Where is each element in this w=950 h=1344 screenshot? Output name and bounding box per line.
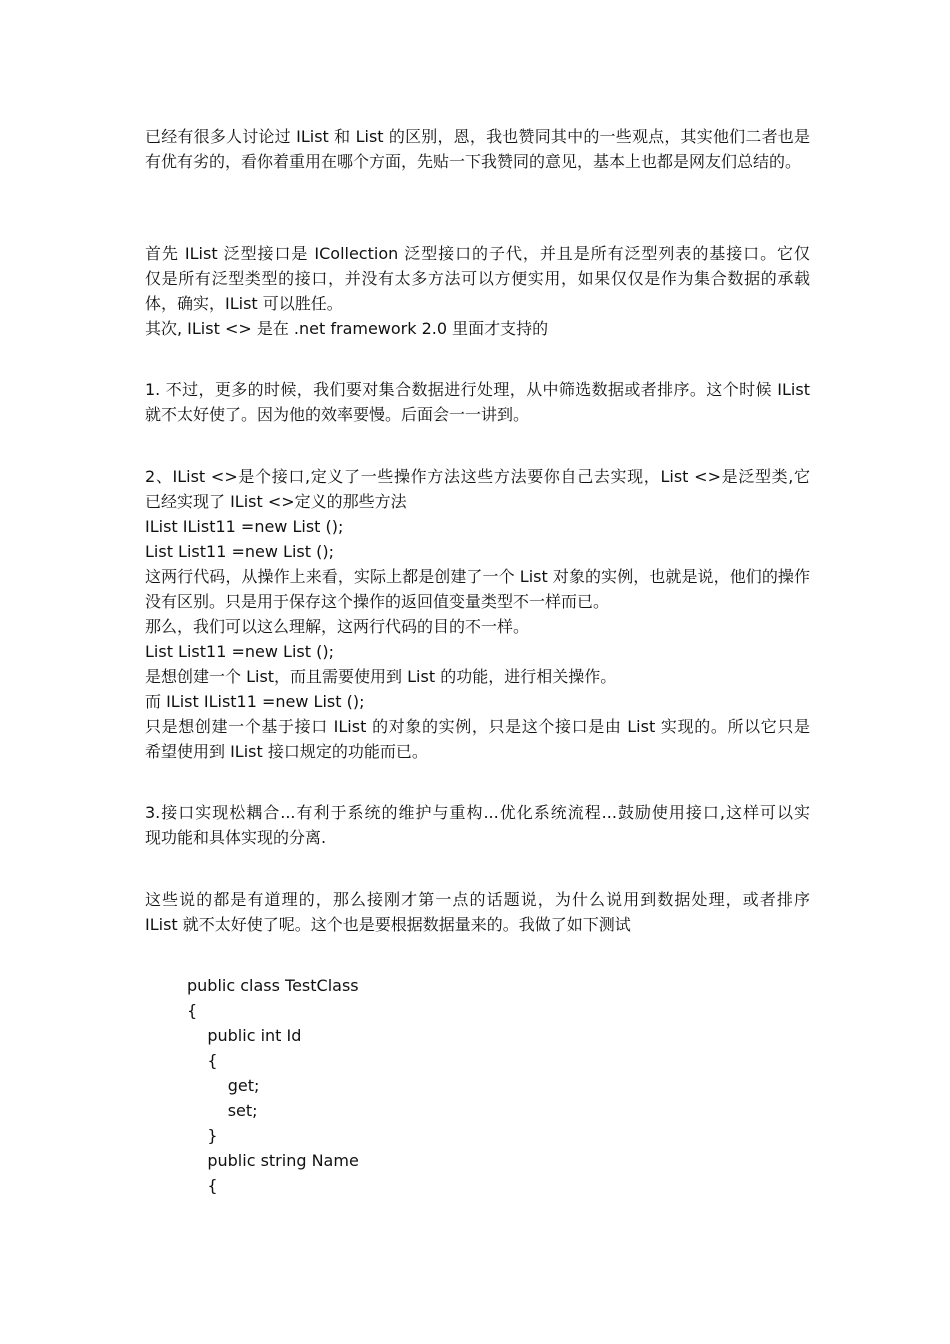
code-line: { <box>187 1051 218 1070</box>
text-line: 那么，我们可以这么理解，这两行代码的目的不一样。 <box>145 617 530 636</box>
text-line: 3.接口实现松耦合...有利于系统的维护与重构...优化系统流程...鼓励使用接口,这样可以实 <box>145 803 810 822</box>
test-intro-paragraph <box>145 887 810 937</box>
intro-paragraph <box>145 124 810 174</box>
code-line: } <box>187 1126 218 1145</box>
text-line: 这些说的都是有道理的，那么接刚才第一点的话题说，为什么说用到数据处理，或者排序 <box>145 890 810 909</box>
text-line: 而 IList IList11 =new List (); <box>145 692 365 711</box>
text-line: 现功能和具体实现的分离. <box>145 828 327 847</box>
code-line: { <box>187 1176 218 1195</box>
code-line: public string Name <box>187 1151 359 1170</box>
text-line: 就不太好使了。因为他的效率要慢。后面会一一讲到。 <box>145 405 530 424</box>
text-line: 仅是所有泛型类型的接口，并没有太多方法可以方便实用，如果仅仅是作为集合数据的承载 <box>145 269 810 288</box>
text-line: 希望使用到 IList 接口规定的功能而已。 <box>145 742 428 761</box>
text-line: 只是想创建一个基于接口 IList 的对象的实例，只是这个接口是由 List 实现的。所以它只是 <box>145 717 810 736</box>
code-line: IList IList11 =new List (); <box>145 517 344 536</box>
code-line: { <box>187 1001 198 1020</box>
point-1-paragraph <box>145 377 810 427</box>
code-line: public class TestClass <box>187 976 359 995</box>
point-2-paragraph <box>145 464 810 764</box>
text-line: IList 就不太好使了呢。这个也是要根据数据量来的。我做了如下测试 <box>145 915 631 934</box>
text-line: 2、IList <>是个接口,定义了一些操作方法这些方法要你自己去实现，List <>是泛型类,它 <box>145 467 810 486</box>
code-line: List List11 =new List (); <box>145 642 334 661</box>
code-block <box>187 973 359 1198</box>
code-line: get; <box>187 1076 260 1095</box>
text-line: 是想创建一个 List，而且需要使用到 List 的功能，进行相关操作。 <box>145 667 617 686</box>
first-paragraph <box>145 241 810 341</box>
text-line: 1. 不过，更多的时候，我们要对集合数据进行处理，从中筛选数据或者排序。这个时候 IList <box>145 380 810 399</box>
text-line: 有优有劣的，看你着重用在哪个方面，先贴一下我赞同的意见，基本上也都是网友们总结的。 <box>145 152 802 171</box>
text-line: 首先 IList 泛型接口是 ICollection 泛型接口的子代，并且是所有泛型列表的基接口。它仅 <box>145 244 810 263</box>
text-line: 已经有很多人讨论过 IList 和 List 的区别，恩，我也赞同其中的一些观点，其实他们二者也是 <box>145 127 810 146</box>
text-line: 已经实现了 IList <>定义的那些方法 <box>145 492 407 511</box>
text-line: 体，确实，IList 可以胜任。 <box>145 294 343 313</box>
text-line: 这两行代码，从操作上来看，实际上都是创建了一个 List 对象的实例，也就是说，他们的操作 <box>145 567 810 586</box>
text-line: 其次, IList <> 是在 .net framework 2.0 里面才支持的 <box>145 319 549 338</box>
text-line: 没有区别。只是用于保存这个操作的返回值变量类型不一样而已。 <box>145 592 610 611</box>
code-line: set; <box>187 1101 258 1120</box>
code-line: public int Id <box>187 1026 302 1045</box>
point-3-paragraph <box>145 800 810 850</box>
code-line: List List11 =new List (); <box>145 542 334 561</box>
